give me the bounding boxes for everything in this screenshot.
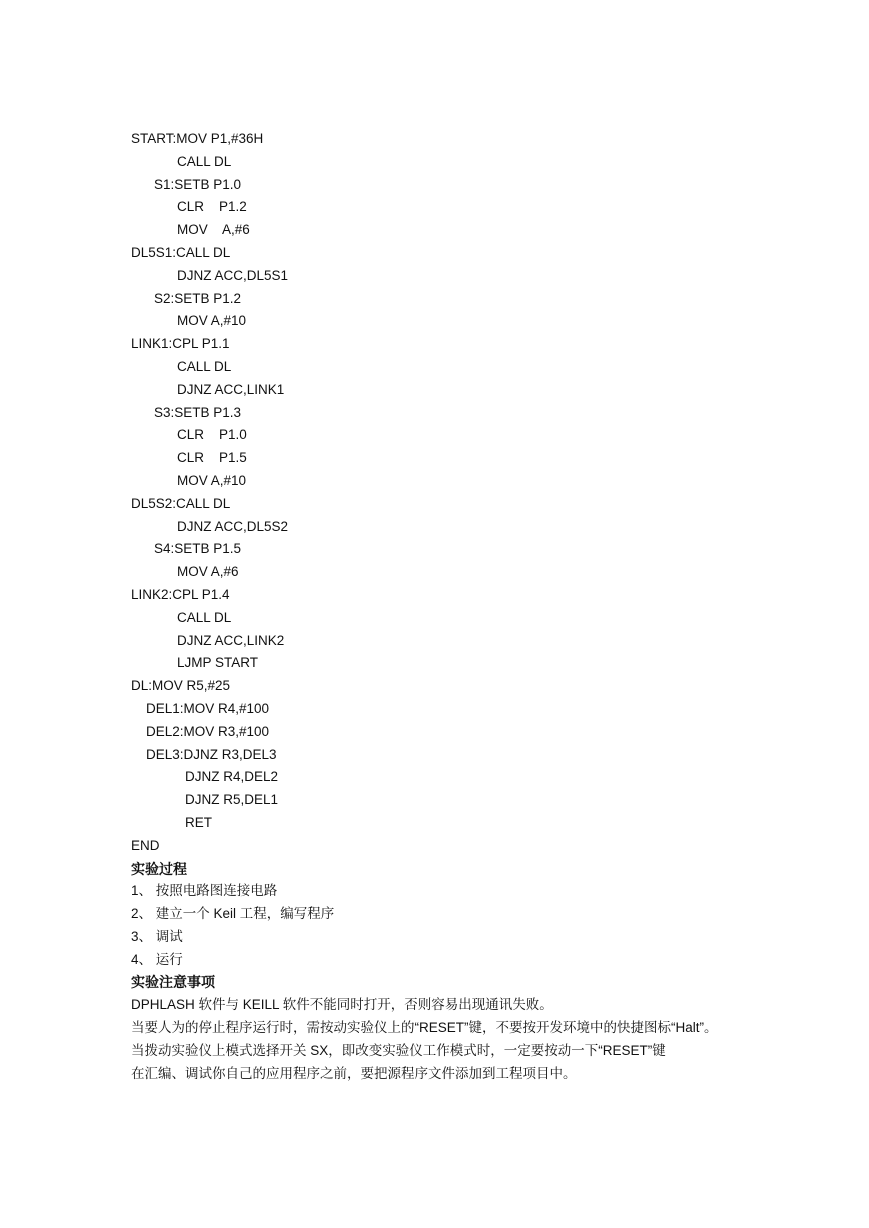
process-heading: 实验过程	[131, 860, 187, 877]
code-line: DL5S1:CALL DL	[131, 244, 231, 260]
code-line: DJNZ ACC,LINK1	[177, 381, 285, 397]
code-line: S4:SETB P1.5	[154, 541, 242, 557]
notes-heading: 实验注意事项	[131, 974, 215, 991]
process-step: 2、 建立一个 Keil 工程，编写程序	[131, 906, 335, 922]
code-line: MOV A,#6	[177, 564, 239, 580]
code-line: DEL2:MOV R3,#100	[146, 723, 270, 739]
code-line: DJNZ ACC,DL5S1	[177, 267, 289, 283]
code-line: LINK1:CPL P1.1	[131, 336, 230, 352]
code-listing	[131, 128, 751, 858]
notes-list	[131, 994, 751, 1085]
code-line: MOV A,#6	[177, 222, 250, 238]
document-page	[131, 128, 751, 1085]
code-line: RET	[185, 814, 212, 830]
code-line: DJNZ ACC,DL5S2	[177, 518, 289, 534]
code-line: CALL DL	[177, 609, 232, 625]
code-line: START:MOV P1,#36H	[131, 131, 264, 146]
code-line: DEL1:MOV R4,#100	[146, 700, 270, 716]
code-line: MOV A,#10	[177, 313, 247, 329]
code-line: LINK2:CPL P1.4	[131, 586, 230, 602]
code-line: CLR P1.0	[177, 427, 247, 443]
code-line: CALL DL	[177, 153, 232, 169]
code-line: DJNZ R4,DEL2	[185, 769, 279, 785]
code-line: DL:MOV R5,#25	[131, 678, 231, 694]
code-line: END	[131, 837, 160, 853]
note-item: 在汇编、调试你自己的应用程序之前，要把源程序文件添加到工程项目中。	[131, 1065, 577, 1081]
process-step: 3、 调试	[131, 928, 183, 944]
code-line: DJNZ R5,DEL1	[185, 792, 279, 808]
code-line: MOV A,#10	[177, 472, 247, 488]
code-line: S3:SETB P1.3	[154, 404, 242, 420]
note-item: DPHLASH 软件与 KEILL 软件不能同时打开，否则容易出现通讯失败。	[131, 997, 553, 1013]
code-line: S1:SETB P1.0	[154, 176, 242, 192]
code-line: DJNZ ACC,LINK2	[177, 632, 285, 648]
process-steps-list	[131, 880, 751, 971]
process-step: 4、 运行	[131, 951, 183, 967]
note-item: 当拨动实验仪上模式选择开关 SX，即改变实验仪工作模式时，一定要按动一下“RESET”键	[131, 1042, 666, 1058]
code-line: S2:SETB P1.2	[154, 290, 242, 306]
code-line: DL5S2:CALL DL	[131, 495, 231, 511]
note-item: 当要人为的停止程序运行时，需按动实验仪上的“RESET”键，不要按开发环境中的快捷图标“Halt”。	[131, 1020, 718, 1036]
code-line: DEL3:DJNZ R3,DEL3	[146, 746, 277, 762]
code-line: CLR P1.5	[177, 450, 247, 466]
process-step: 1、 按照电路图连接电路	[131, 883, 278, 899]
code-line: CALL DL	[177, 358, 232, 374]
code-line: CLR P1.2	[177, 199, 247, 215]
code-line: LJMP START	[177, 655, 259, 671]
